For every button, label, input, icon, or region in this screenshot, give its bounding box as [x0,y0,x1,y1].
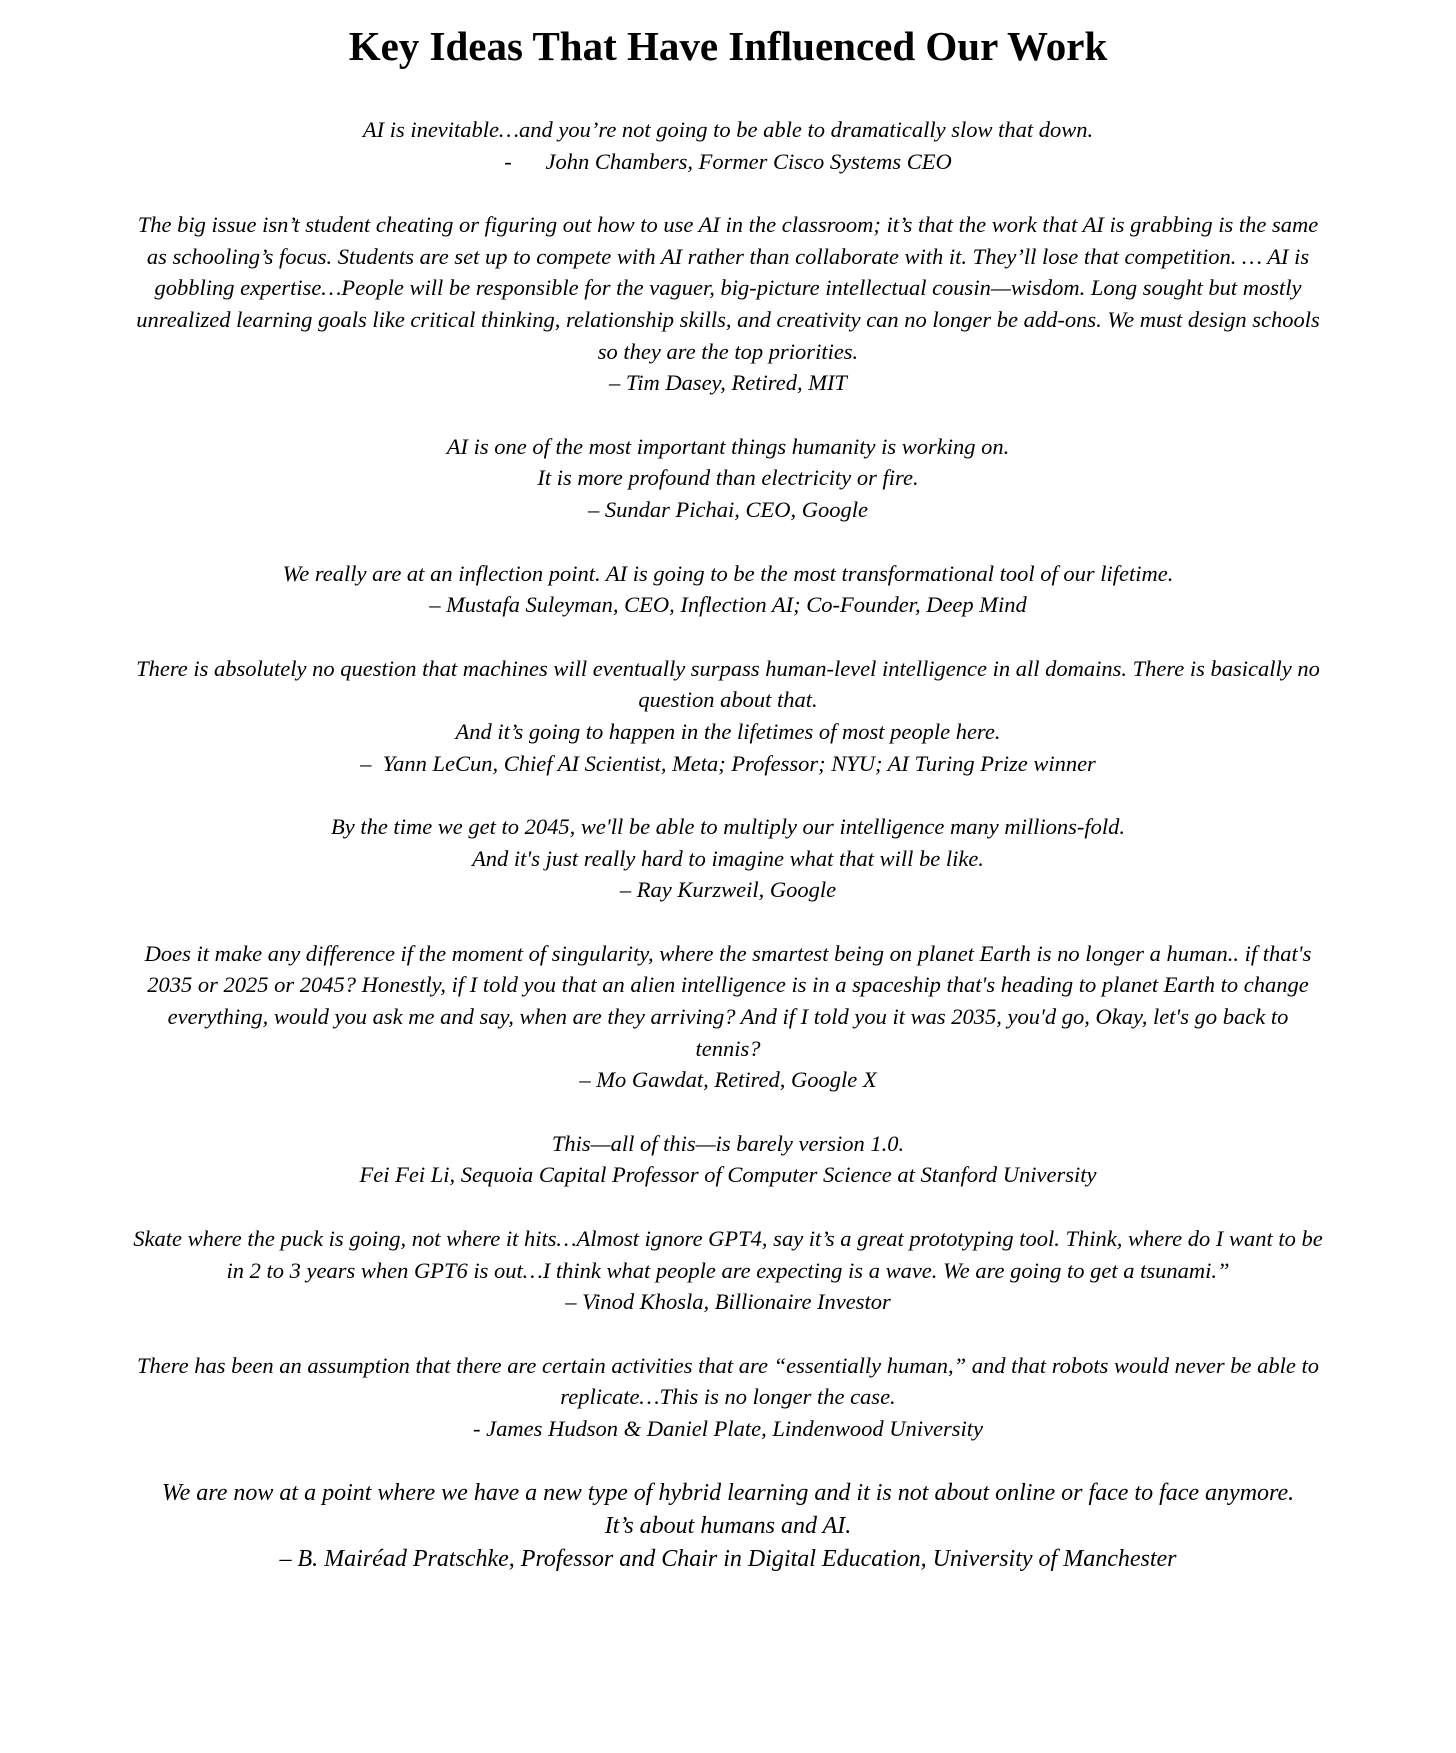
quote-text: We are now at a point where we have a new type of hybrid learning and it is not about online or face to face anymore. It’s about humans and AI. [161,1479,1295,1539]
quote-text: And it’s going to happen in the lifetimes of most people here. [455,718,1001,744]
quote-text: There has been an assumption that there are certain activities that are “essentially human,” and that robots would never be able to replicate…This is no longer the case. [137,1352,1319,1410]
quote-chambers [133,114,1323,177]
quote-pichai [133,431,1323,526]
quote-attribution: – Ray Kurzweil, Google [619,877,837,903]
quote-attribution: – Vinod Khosla, Billionaire Investor [565,1289,891,1315]
quote-attribution: - John Chambers, Former Cisco Systems CEO [504,148,952,174]
quote-li [133,1128,1323,1191]
quote-text: It is more profound than electricity or fire. [537,465,919,491]
quote-hudson-plate [133,1350,1323,1445]
page-title: Key Ideas That Have Influenced Our Work [348,23,1108,69]
quote-attribution: Fei Fei Li, Sequoia Capital Professor of Computer Science at Stanford University [359,1162,1097,1188]
quote-text: This—all of this—is barely version 1.0. [551,1130,905,1156]
quote-gawdat [133,938,1323,1096]
quote-khosla [133,1223,1323,1318]
quote-text: We really are at an inflection point. AI is going to be the most transformational tool of our lifetime. [282,560,1174,586]
quote-kurzweil [133,811,1323,906]
quote-attribution: – Mustafa Suleyman, CEO, Inflection AI; Co-Founder, Deep Mind [429,592,1027,618]
quote-attribution: - James Hudson & Daniel Plate, Lindenwood University [473,1416,983,1441]
quote-attribution: – B. Mairéad Pratschke, Professor and Chair in Digital Education, University of Manchester [279,1545,1177,1572]
quote-suleyman [133,558,1323,621]
quote-text: Does it make any difference if the moment of singularity, where the smartest being on planet Earth is no longer a human.. if that's 2035 or 2025 or 2045? Honestly, if I told you that an alien intelligence is in a spaceship that's heading to planet Earth to change everything, would you ask me and say, when are they arriving? And if I told you it was 2035, you'd go, Okay, let's go back to tennis? [144,940,1312,1061]
quote-attribution: – Yann LeCun, Chief AI Scientist, Meta; Professor; NYU; AI Turing Prize winner [360,750,1096,776]
quote-text: The big issue isn’t student cheating or figuring out how to use AI in the classroom; it’s that the work that AI is grabbing is the same as schooling’s focus. Students are set up to compete with AI rather than collaborate with it. They’ll lose that competition. … AI is gobbling expertise…People will be responsible for the vaguer, big-picture intellectual cousin—wisdom. Long sought but mostly unrealized learning goals like critical thinking, relationship skills, and creativity can no longer be add-ons. We must design schools so they are the top priorities. [136,212,1320,364]
quote-text: AI is inevitable…and you’re not going to be able to dramatically slow that down. [362,117,1094,142]
quote-text: By the time we get to 2045, we'll be able to multiply our intelligence many millions-fold. [330,814,1126,840]
quote-list [0,114,1456,1576]
quote-text: And it's just really hard to imagine what that will be like. [472,845,984,871]
quote-text: AI is one of the most important things humanity is working on. [446,433,1010,459]
quote-text: There is absolutely no question that machines will eventually surpass human-level intelligence in all domains. There is basically no question about that. [136,655,1320,713]
quote-attribution: – Tim Dasey, Retired, MIT [609,370,847,396]
quote-attribution: – Mo Gawdat, Retired, Google X [579,1067,877,1093]
quote-dasey [133,209,1323,399]
quote-attribution: – Sundar Pichai, CEO, Google [588,496,868,522]
quote-lecun [133,653,1323,779]
quote-text: Skate where the puck is going, not where it hits…Almost ignore GPT4, say it’s a great prototyping tool. Think, where do I want to be in 2 to 3 years when GPT6 is out…I think what people are expecting is a wave. We are going to get a tsunami.” [133,1226,1323,1283]
quote-pratschke [153,1477,1303,1576]
